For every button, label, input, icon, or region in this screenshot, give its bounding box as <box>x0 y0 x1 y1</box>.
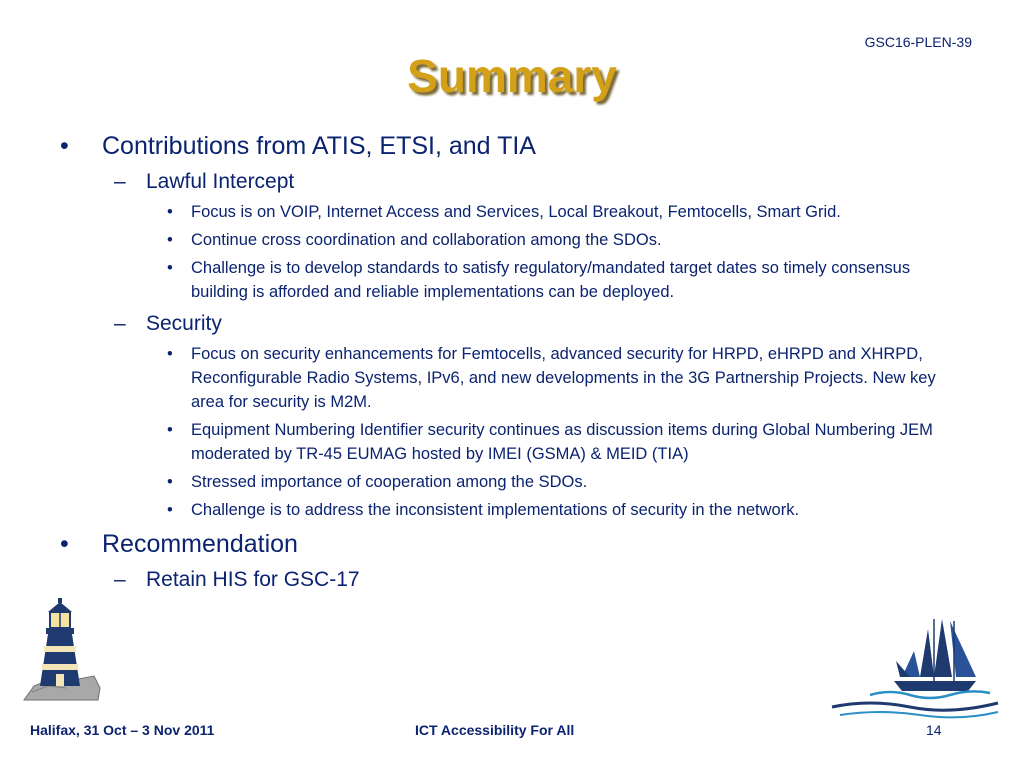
bullet-text: Recommendation <box>102 530 298 558</box>
bullet-contributions <box>60 130 970 162</box>
dash-icon: – <box>114 568 126 591</box>
bullet-recommendation <box>60 528 970 560</box>
point-item <box>60 418 970 466</box>
slide-content <box>60 130 970 594</box>
footer-location: Halifax, 31 Oct – 3 Nov 2011 <box>30 722 215 738</box>
point-item <box>60 228 970 252</box>
footer-theme: ICT Accessibility For All <box>415 722 575 738</box>
bullet-dot-icon: • <box>167 231 173 249</box>
point-text: Stressed importance of cooperation among the SDOs. <box>191 473 588 491</box>
subbullet-retain-his <box>60 566 970 594</box>
bullet-dot-icon: • <box>167 203 173 221</box>
bullet-dot-icon: • <box>167 421 173 439</box>
point-text: Focus on security enhancements for Femtocells, advanced security for HRPD, eHRPD and XHRPD, Reconfigurable Radio Systems, IPv6, and new developments in the 3G Partnership Projects. New key area for security is M2M. <box>191 345 936 411</box>
dash-icon: – <box>114 312 126 335</box>
subbullet-lawful-intercept <box>60 168 970 196</box>
point-text: Continue cross coordination and collaboration among the SDOs. <box>191 231 662 249</box>
subbullet-text: Retain HIS for GSC-17 <box>146 568 360 591</box>
bullet-dot-icon: • <box>167 501 173 519</box>
subbullet-security <box>60 310 970 338</box>
bullet-dot-icon: • <box>167 345 173 363</box>
point-text: Focus is on VOIP, Internet Access and Services, Local Breakout, Femtocells, Smart Grid. <box>191 203 841 221</box>
point-text: Challenge is to develop standards to satisfy regulatory/mandated target dates so timely consensus building is afforded and reliable implementations can be deployed. <box>191 259 911 301</box>
bullet-dot-icon: • <box>167 259 173 277</box>
slide-title: Summary <box>407 50 617 102</box>
lighthouse-icon <box>22 596 102 704</box>
point-item <box>60 470 970 494</box>
subbullet-text: Security <box>146 312 222 335</box>
page-number: 14 <box>926 722 942 738</box>
bullet-text: Contributions from ATIS, ETSI, and TIA <box>102 132 536 160</box>
sailing-ship-icon <box>830 615 1000 720</box>
point-item <box>60 498 970 522</box>
point-text: Challenge is to address the inconsistent implementations of security in the network. <box>191 501 800 519</box>
bullet-dot-icon: • <box>60 530 69 558</box>
bullet-dot-icon: • <box>167 473 173 491</box>
document-id: GSC16-PLEN-39 <box>864 34 972 50</box>
point-item <box>60 200 970 224</box>
point-text: Equipment Numbering Identifier security continues as discussion items during Global Numbering JEM moderated by TR-45 EUMAG hosted by IMEI (GSMA) & MEID (TIA) <box>191 421 933 463</box>
dash-icon: – <box>114 170 126 193</box>
bullet-dot-icon: • <box>60 132 69 160</box>
point-item <box>60 256 970 304</box>
point-item <box>60 342 970 414</box>
subbullet-text: Lawful Intercept <box>146 170 295 193</box>
